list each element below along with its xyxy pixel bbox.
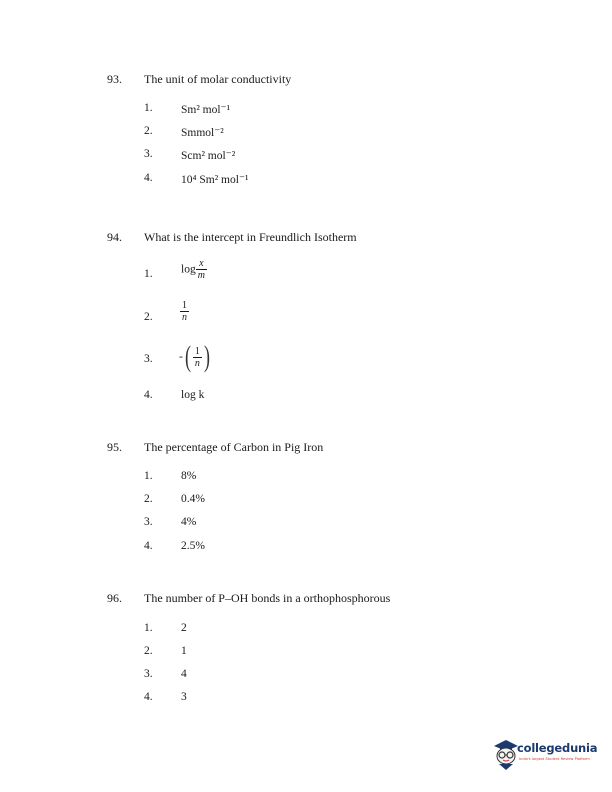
option-formula-log-x-over-m: [181, 258, 207, 281]
fraction: [196, 258, 207, 281]
option-number: 1.: [144, 622, 153, 634]
denominator: m: [197, 270, 205, 281]
numerator: 1: [194, 345, 200, 357]
question-text: The percentage of Carbon in Pig Iron: [144, 440, 324, 454]
denominator: n: [194, 357, 200, 369]
mascot-icon: [492, 737, 520, 773]
question-number: 93.: [107, 72, 122, 86]
question-text: What is the intercept in Freundlich Isotherm: [144, 230, 357, 244]
option-number: 3.: [144, 668, 153, 680]
option-number: 1.: [144, 268, 153, 280]
option-number: 4.: [144, 540, 153, 552]
option-text: 8%: [181, 470, 197, 482]
option-text: log k: [181, 389, 205, 401]
option-text: 3: [181, 691, 187, 703]
log-text: log: [181, 263, 196, 276]
option-number: 3.: [144, 516, 153, 528]
option-formula-one-over-n: [180, 300, 189, 323]
option-number: 4.: [144, 691, 153, 703]
left-paren: (: [184, 340, 191, 373]
denominator: n: [182, 312, 187, 323]
option-text: Smmol⁻²: [181, 127, 224, 139]
option-number: 3.: [144, 148, 153, 160]
option-number: 1.: [144, 470, 153, 482]
question-number: 94.: [107, 230, 122, 244]
option-number: 4.: [144, 172, 153, 184]
option-text: 1: [181, 645, 187, 657]
collegedunia-logo: [492, 735, 604, 775]
fraction: [180, 300, 189, 323]
option-number: 2.: [144, 125, 153, 137]
option-text: 0.4%: [181, 493, 205, 505]
option-text: 2.5%: [181, 540, 205, 552]
minus-sign: -: [179, 351, 183, 363]
option-number: 2.: [144, 645, 153, 657]
option-text: 4: [181, 668, 187, 680]
question-text: The unit of molar conductivity: [144, 72, 292, 86]
question-number: 95.: [107, 440, 122, 454]
numerator: 1: [182, 300, 187, 311]
option-text: 4%: [181, 516, 197, 528]
option-formula-neg-one-over-n: [179, 342, 212, 372]
numerator: x: [199, 258, 204, 269]
logo-tagline: India's largest Student Review Platform: [519, 757, 590, 761]
fraction: [193, 346, 202, 369]
question-text: The number of P–OH bonds in a orthophosphorous: [144, 591, 391, 605]
option-text: 10⁴ Sm² mol⁻¹: [181, 174, 249, 186]
option-text: Sm² mol⁻¹: [181, 104, 231, 116]
logo-wordmark: collegedunia: [517, 741, 598, 755]
option-text: Scm² mol⁻²: [181, 150, 236, 162]
option-number: 4.: [144, 389, 153, 401]
right-paren: ): [203, 340, 210, 373]
option-number: 1.: [144, 102, 153, 114]
option-text: 2: [181, 622, 187, 634]
option-number: 3.: [144, 353, 153, 365]
question-number: 96.: [107, 591, 122, 605]
option-number: 2.: [144, 311, 153, 323]
option-number: 2.: [144, 493, 153, 505]
